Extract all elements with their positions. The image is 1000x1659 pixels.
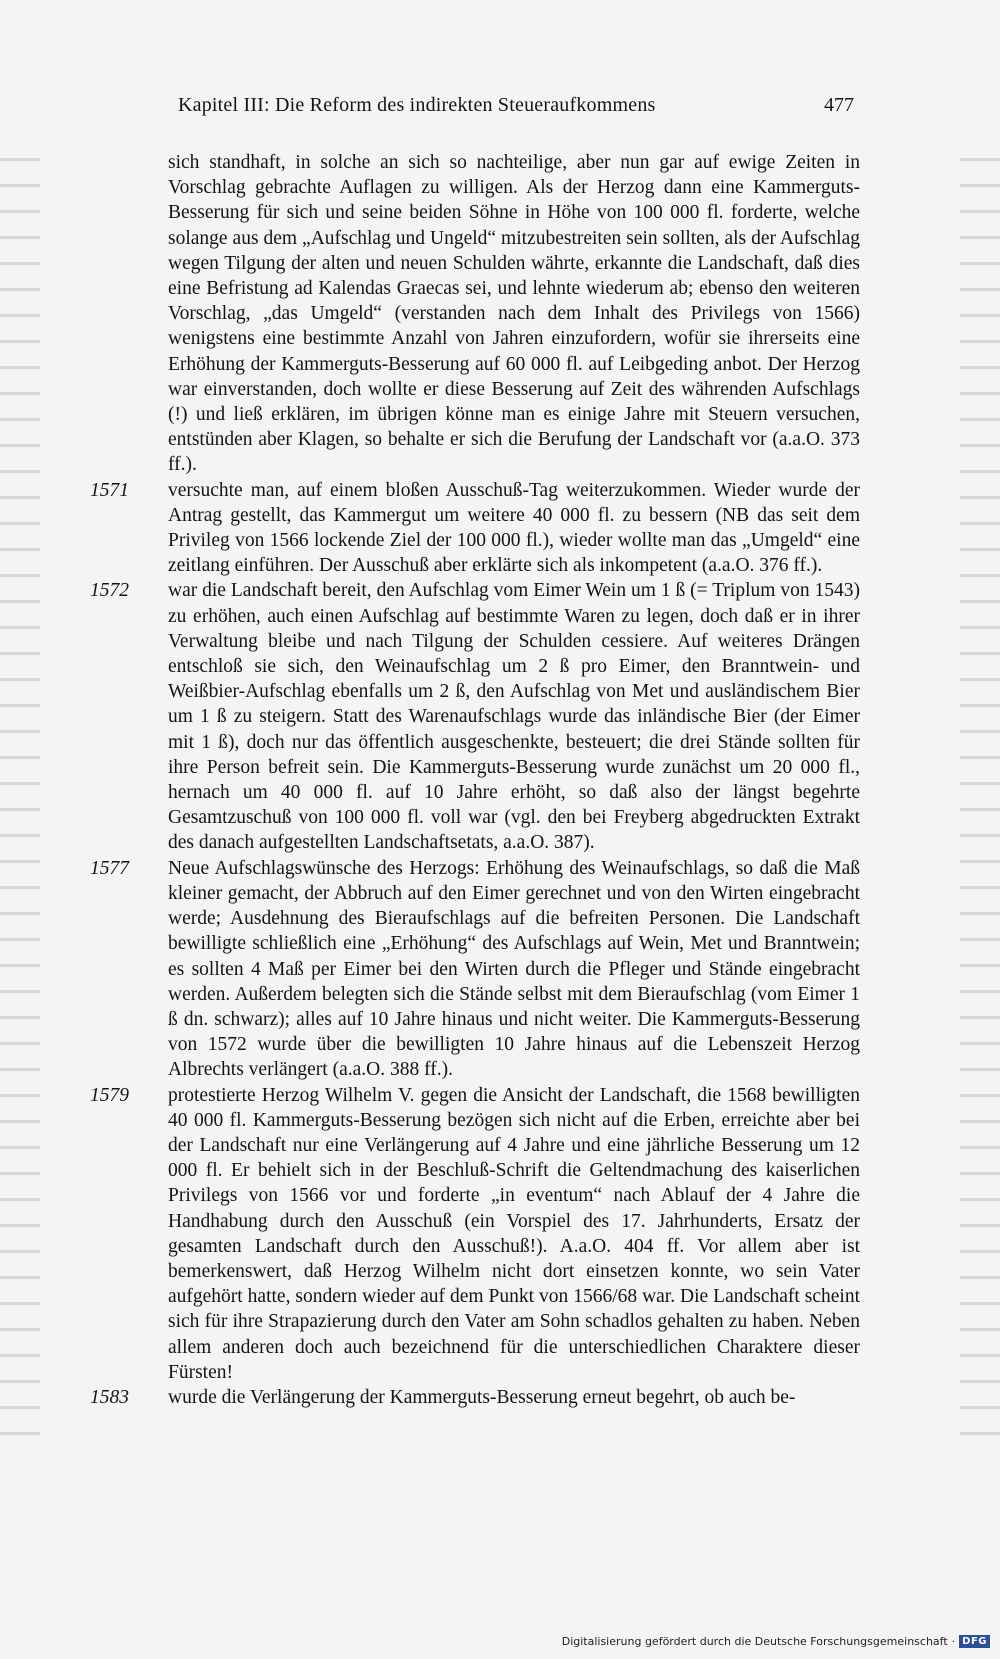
page-header: [178, 94, 854, 124]
chronology-entry: [90, 1385, 860, 1410]
body-text: [90, 150, 860, 1410]
chronology-entry: [90, 578, 860, 855]
digitization-footer: Digitalisierung gefördert durch die Deutsche Forschungsgemeinschaft · DFG: [562, 1631, 990, 1651]
entry-text: sich standhaft, in solche an sich so nachteilige, aber nun gar auf ewige Zeiten in Vorschlag gebrachte Auflagen zu willigen. Als der Herzog dann eine Kammerguts-Besserung für sich und seine beiden Söhne in Höhe von 100 000 fl. forderte, welche solange aus dem „Aufschlag und Ungeld“ mitzubestreiten sein sollten, als der Aufschlag wegen Tilgung der alten und neuen Schulden währte, erkannte die Landschaft, daß dies eine Befristung ad Kalendas Graecas sei, und lehnte wiederum ab; ebenso den weiteren Vorschlag, „das Umgeld“ (verstanden nach dem Inhalt des Privilegs von 1566) wenigstens eine bestimmte Anzahl von Jahren einzufordern, wofür sie ihrerseits eine Erhöhung der Kammerguts-Besserung auf 60 000 fl. auf Leibgeding anbot. Der Herzog war einverstanden, doch wollte er diese Besserung auf Zeit des währenden Aufschlags (!) und ließ erklären, im übrigen könne man es einige Jahre mit Steuern versuchen, entstünden aber Klagen, so behalte er sich die Berufung der Landschaft vor (a.a.O. 373 ff.).: [168, 152, 860, 476]
entry-text: Neue Aufschlagswünsche des Herzogs: Erhöhung des Weinaufschlags, so daß die Maß kleiner gemacht, der Abbruch auf den Eimer gerechnet und von den Wirten eingebracht werde; Ausdehnung des Bieraufschlags auf die befreiten Personen. Die Landschaft bewilligte schließlich eine „Erhöhung“ des Aufschlags auf Wein, Met und Branntwein; es sollten 4 Maß per Eimer bei den Wirten durch die Pfleger und Stände eingebracht werden. Außerdem belegten sich die Stände selbst mit dem Bieraufschlag (vom Eimer 1 ß dn. schwarz); alles auf 10 Jahre hinaus und nicht weiter. Die Kammerguts-Besserung von 1572 wurde über die bewilligten 10 Jahre hinaus auf die Lebenszeit Herzog Albrechts verlängert (a.a.O. 388 ff.).: [168, 857, 860, 1081]
entry-text: versuchte man, auf einem bloßen Ausschuß-Tag weiterzukommen. Wieder wurde der Antrag gestellt, das Kammergut um weitere 40 000 fl. zu bessern (NB das seit dem Privileg von 1566 lockende Ziel der 100 000 fl.), wieder wollte man das „Umgeld“ eine zeitlang einführen. Der Ausschuß aber erklärte sich als inkompetent (a.a.O. 376 ff.).: [168, 479, 860, 577]
entry-year: 1579: [90, 1084, 129, 1106]
entry-year: 1577: [90, 857, 129, 879]
page-number: 477: [824, 94, 854, 116]
show-through-text-left: [0, 140, 40, 1440]
entry-year: 1583: [90, 1386, 129, 1408]
entry-text: war die Landschaft bereit, den Aufschlag vom Eimer Wein um 1 ß (= Triplum von 1543) zu erhöhen, auch einen Aufschlag auf bestimmte Waren zu legen, doch daß er in ihrer Verwaltung bleibe und nach Tilgung der Schulden cessiere. Auf weiteres Drängen entschloß sie sich, den Weinaufschlag um 2 ß pro Eimer, den Branntwein- und Weißbier-Aufschlag ebenfalls um 2 ß, den Aufschlag von Met und ausländischem Bier um 1 ß zu steigern. Statt des Warenaufschlags wurde das inländische Bier (der Eimer mit 1 ß), doch nur das öffentlich ausgeschenkte, besteuert; die drei Stände sollten für ihre Person befreit sein. Die Kammerguts-Besserung wurde zunächst um 20 000 fl., hernach um 40 000 fl. auf 10 Jahre erhöht, so daß also der längst begehrte Gesamtzuschuß von 100 000 fl. voll war (vgl. den bei Freyberg abgedruckten Extrakt des danach aufgestellten Landschaftsetats, a.a.O. 387).: [168, 580, 860, 854]
digitization-note: Digitalisierung gefördert durch die Deutsche Forschungsgemeinschaft: [561, 1634, 948, 1648]
entry-text: protestierte Herzog Wilhelm V. gegen die Ansicht der Landschaft, die 1568 bewilligten 40 000 fl. Kammerguts-Besserung bezögen sich nicht auf die Erben, erreichte aber bei der Landschaft nur eine Verlängerung auf 4 Jahre und eine jährliche Besserung um 12 000 fl. Er behielt sich in der Beschluß-Schrift die Geltendmachung des kaiserlichen Privilegs von 1566 vor und forderte „in eventum“ nach Ablauf der 4 Jahre die Handhabung durch den Ausschuß (ein Vorspiel des 17. Jahrhunderts, Ersatz der gesamten Landschaft durch den Ausschuß!). A.a.O. 404 ff. Vor allem aber ist bemerkenswert, daß Herzog Wilhelm nicht dort einsetzen konnte, wo sein Vater aufgehört hatte, sondern wieder auf dem Punkt von 1566/68 war. Die Landschaft scheint sich für ihre Strapazierung durch den Vater am Sohn schadlos gehalten zu haben. Neben allem anderen doch auch bezeichnend für die unterschiedlichen Charaktere dieser Fürsten!: [168, 1084, 860, 1383]
dfg-logo: DFG: [959, 1635, 990, 1648]
entry-year: 1571: [90, 479, 129, 501]
running-head: Kapitel III: Die Reform des indirekten Steueraufkommens: [178, 94, 656, 116]
chronology-entry: [90, 856, 860, 1083]
chronology-entry: [90, 1083, 860, 1385]
entry-text: wurde die Verlängerung der Kammerguts-Besserung erneut begehrt, ob auch be-: [168, 1386, 796, 1408]
chronology-entry: [90, 478, 860, 579]
paragraph-continuation: [90, 150, 860, 478]
show-through-text-right: [960, 140, 1000, 1440]
entry-year: 1572: [90, 580, 129, 602]
